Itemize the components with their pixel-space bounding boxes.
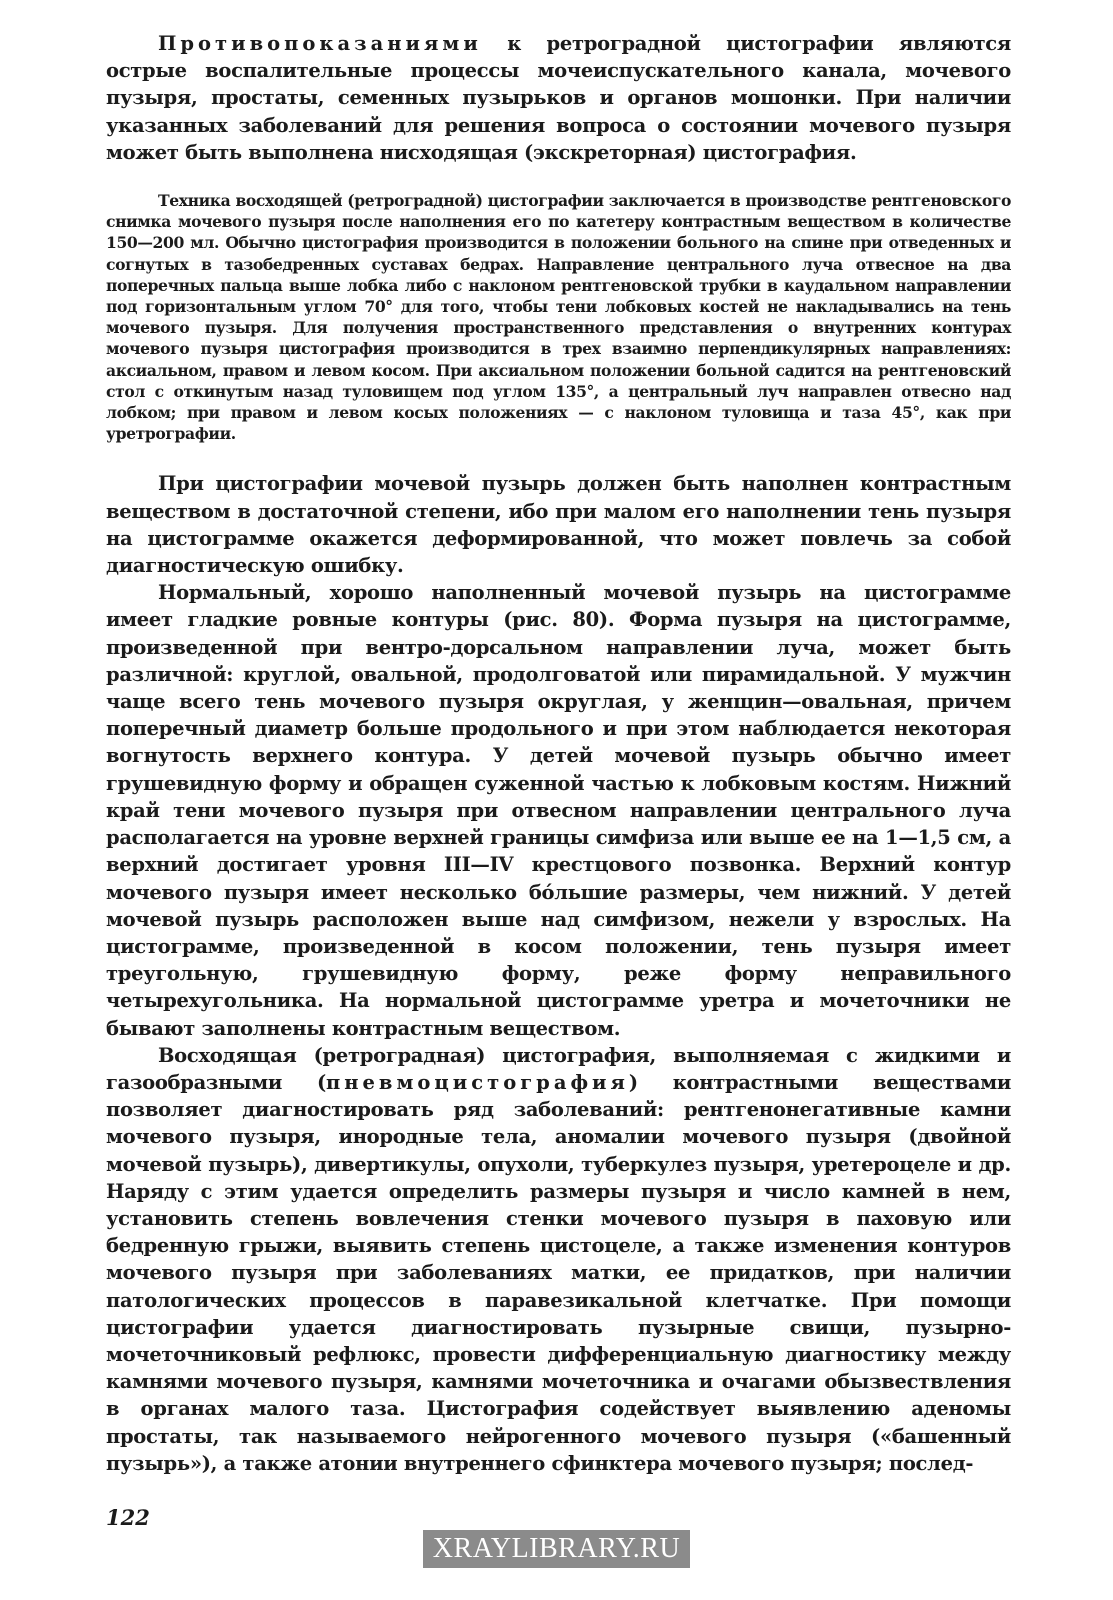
emphasized-term-contraindications: Противопоказаниями — [158, 32, 482, 55]
paragraph-contraindications-text: к ретроградной цистографии являются острые воспалительные процессы мочеиспускательного канала, мочевого пузыря, простаты, семенных пузырьков и органов мошонки. При наличии указанных заболеваний для решения вопроса о состоянии мочевого пузыря может быть выполнена нисходящая (экскреторная) цистография. — [106, 32, 1011, 164]
page-body — [106, 30, 1011, 1477]
watermark-label: XRAYLIBRARY.RU — [423, 1530, 690, 1568]
emphasized-term-pneumocystography: пневмоцистография — [325, 1070, 629, 1094]
paragraph-technique-small-print: Техника восходящей (ретроградной) цистографии заключается в производстве рентгеновского снимка мочевого пузыря после наполнения его по катетеру контрастным веществом в количестве 150—200 мл. Обычно цистография производится в положении больного на спине при отведенных и согнутых в тазобедренных суставах бедрах. Направление центрального луча отвесное на два поперечных пальца выше лобка либо с наклоном рентгеновской трубки в каудальном направлении под горизонтальным углом 70° для того, чтобы тени лобковых костей не накладывались на тень мочевого пузыря. Для получения пространственного представления о внутренних контурах мочевого пузыря цистография производится в трех взаимно перпендикулярных направлениях: аксиальном, правом и левом косом. При аксиальном положении больной садится на рентгеновский стол с откинутым назад туловищем под углом 135°, а центральный луч направлен отвесно над лобком; при правом и левом косых положениях — с наклоном туловища и таза 45°, как при уретрографии. — [106, 191, 1011, 444]
paragraph-filling: При цистографии мочевой пузырь должен быть наполнен контрастным веществом в достаточной степени, ибо при малом его наполнении тень пузыря на цистограмме окажется деформированной, что может повлечь за собой диагностическую ошибку. — [106, 472, 1011, 578]
paragraph-ascending-cystography-start: Восходящая (ретроградная) цистография, выполняемая с жидкими и газообразными ( — [106, 1043, 1011, 1094]
paragraph-normal-bladder: Нормальный, хорошо наполненный мочевой пузырь на цистограмме имеет гладкие ровные контуры (рис. 80). Форма пузыря на цистограмме, произведенной при вентро-дорсальном направлении луча, может быть различной: круглой, овальной, продолговатой или пирамидальной. У мужчин чаще всего тень мочевого пузыря округлая, у женщин—овальная, причем поперечный диаметр больше продольного и при этом наблюдается некоторая вогнутость верхнего контура. У детей мочевой пузырь обычно имеет грушевидную форму и обращен суженной частью к лобковым костям. Нижний край тени мочевого пузыря при отвесном направлении центрального луча располагается на уровне верхней границы симфиза или выше ее на 1—1,5 см, а верхний достигает уровня III—IV крестцового позвонка. Верхний контур мочевого пузыря имеет несколько бо́льшие размеры, чем нижний. У детей мочевой пузырь расположен выше над симфизом, нежели у взрослых. На цистограмме, произведенной в косом положении, тень пузыря имеет треугольную, грушевидную форму, реже форму неправильного четырехугольника. На нормальной цистограмме уретра и мочеточники не бывают заполнены контрастным веществом. — [106, 581, 1011, 1040]
paragraph-ascending-cystography — [106, 1042, 1011, 1477]
paragraph-ascending-cystography-rest: ) контрастными веществами позволяет диагностировать ряд заболеваний: рентгенонегативные камни мочевого пузыря, инородные тела, аномалии мочевого пузыря (двойной мочевой пузырь), дивертикулы, опухоли, туберкулез пузыря, уретероцеле и др. Наряду с этим удается определить размеры пузыря и число камней в нем, установить степень вовлечения стенки мочевого пузыря в паховую или бедренную грыжи, выявить степень цистоцеле, а также изменения контуров мочевого пузыря при заболеваниях матки, ее придатков, при наличии патологических процессов в паравезикальной клетчатке. При помощи цистографии удается диагностировать пузырные свищи, пузырно-мочеточниковый рефлюкс, провести дифференциальную диагностику между камнями мочевого пузыря, камнями мочеточника и очагами обызвествления в органах малого таза. Цистография содействует выявлению аденомы простаты, так называемого нейрогенного мочевого пузыря («башенный пузырь»), а также атонии внутреннего сфинктера мочевого пузыря; послед- — [106, 1070, 1012, 1475]
watermark — [0, 1530, 1113, 1568]
page-number: 122 — [106, 1505, 150, 1530]
paragraph-contraindications — [106, 30, 1011, 166]
